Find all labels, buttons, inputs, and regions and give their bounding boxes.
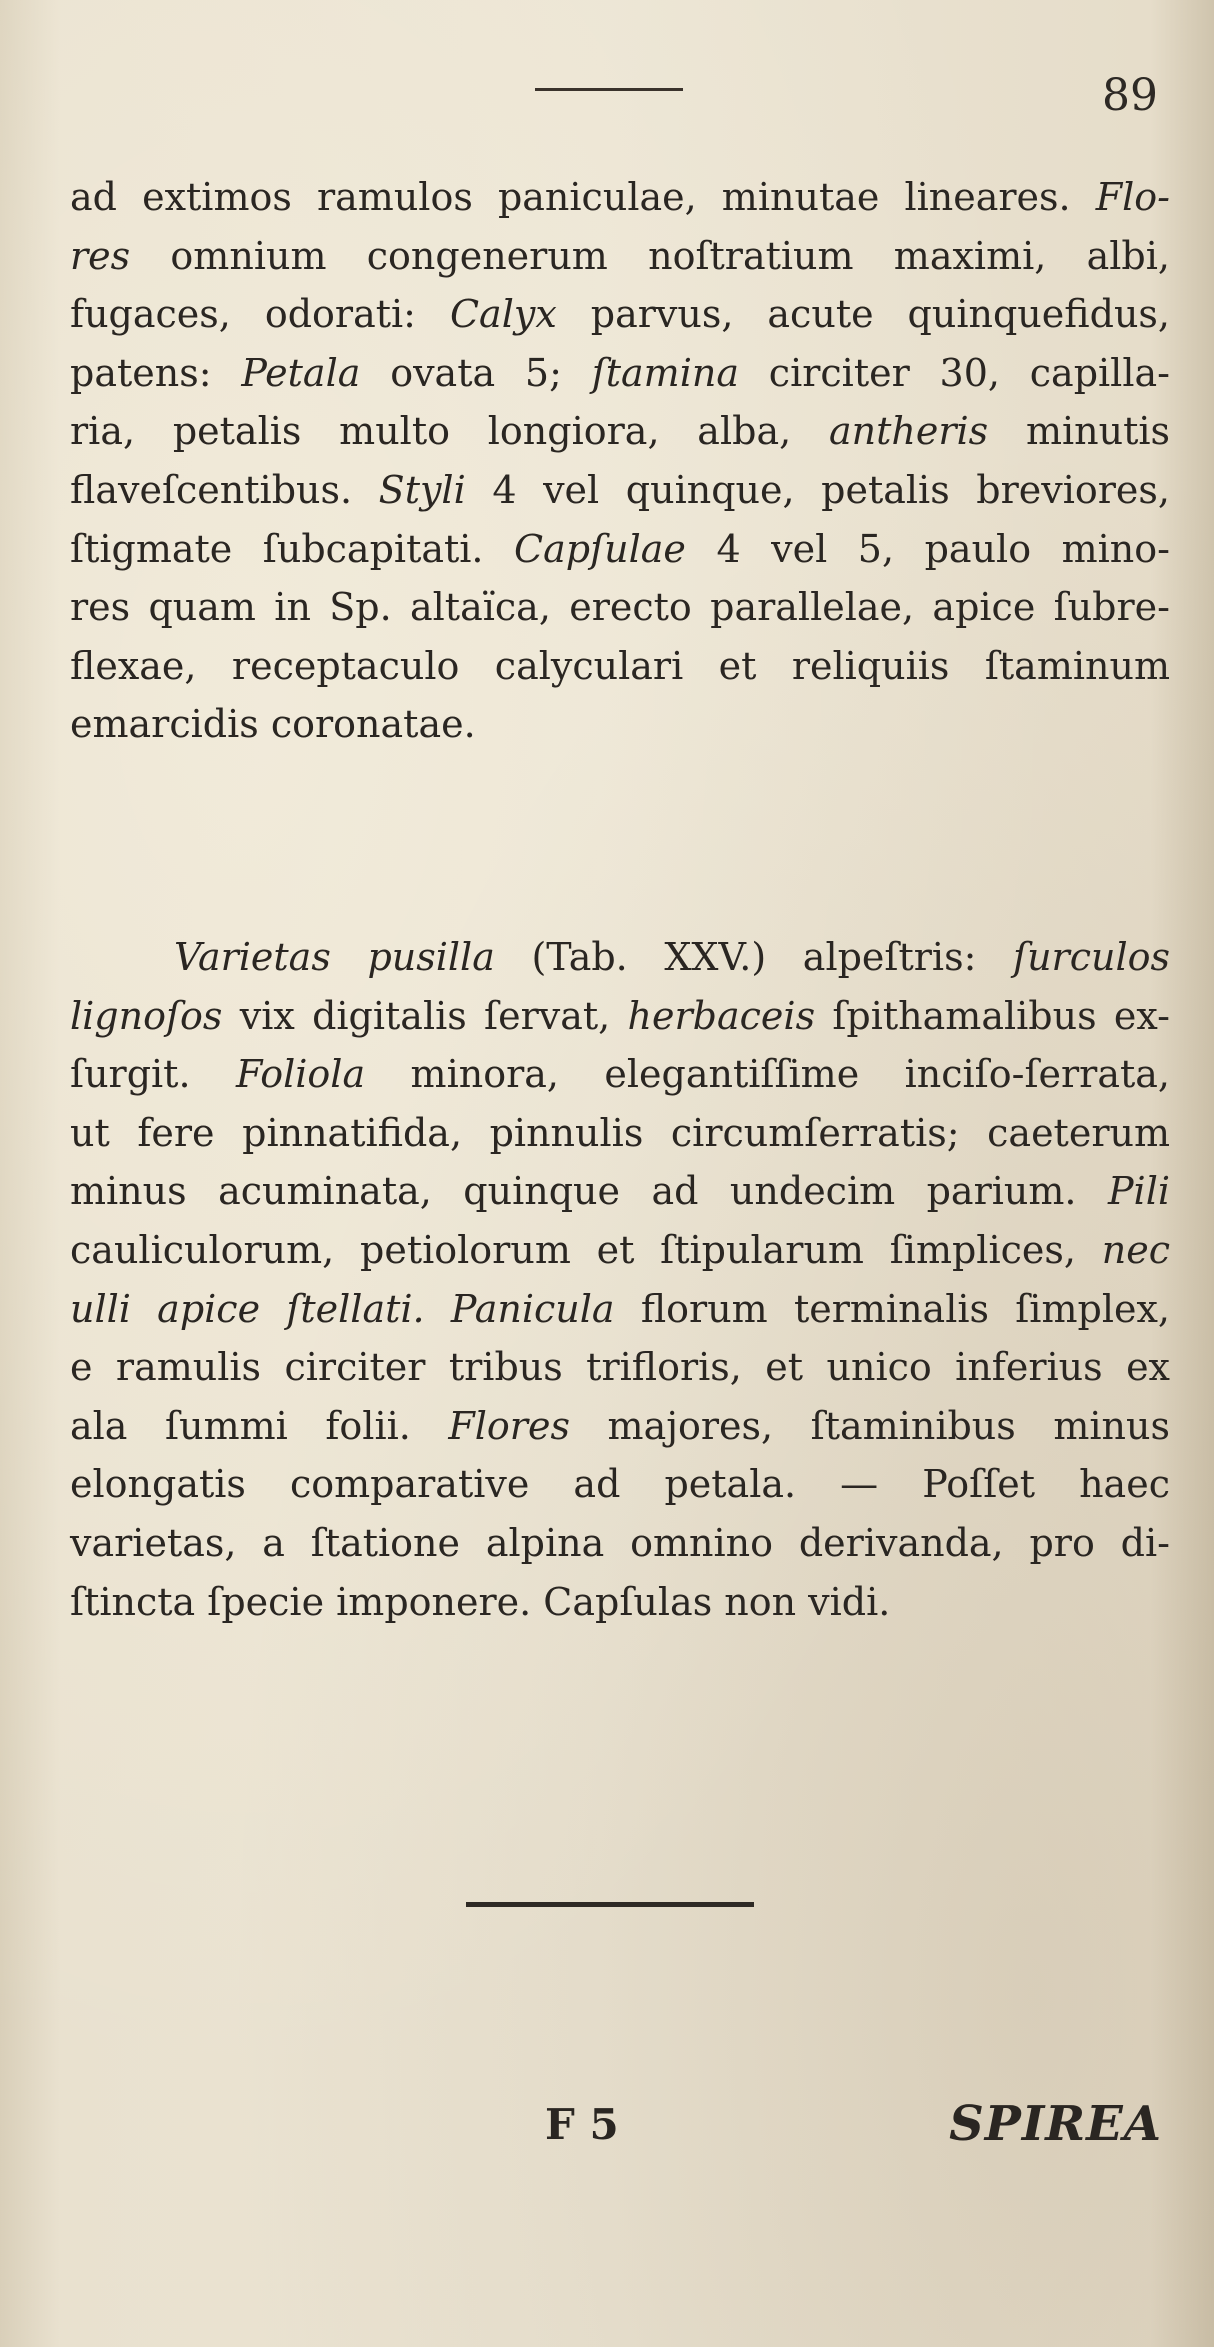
text-run: ut fere pinnatifida, pinnulis circumſerratis; caeterum — [70, 1110, 1170, 1155]
italic-term: Flo- — [1095, 175, 1170, 219]
page-number: 89 — [1102, 70, 1158, 121]
text-run: varietas, a ſtatione alpina omnino derivanda, pro di- — [70, 1520, 1170, 1565]
text-run: elongatis comparative ad petala. — Poſſet haec — [70, 1462, 1170, 1507]
text-run: vix digitalis ſervat, — [222, 993, 628, 1038]
text-line — [70, 227, 1170, 286]
text-line — [70, 402, 1170, 461]
text-run: ria, petalis multo longiora, alba, — [70, 409, 829, 454]
text-run: ſurgit. — [70, 1052, 236, 1097]
italic-term: res — [70, 233, 131, 278]
signature-mark: F 5 — [545, 2100, 619, 2149]
text-line — [70, 168, 1170, 227]
text-line — [70, 1573, 1170, 1632]
text-run: flaveſcentibus. — [70, 467, 379, 512]
text-run: ſpithamalibus ex- — [815, 993, 1170, 1038]
text-line — [70, 285, 1170, 344]
text-line — [70, 987, 1170, 1046]
text-line — [70, 928, 1170, 987]
text-line — [70, 1162, 1170, 1221]
text-line — [70, 1045, 1170, 1104]
italic-term: Styli — [378, 467, 466, 512]
text-line — [70, 1221, 1170, 1280]
text-run: ovata 5; — [360, 350, 592, 395]
text-line — [70, 1455, 1170, 1514]
italic-term: Petala — [241, 350, 361, 395]
text-run: minutis — [988, 409, 1170, 454]
text-run: florum terminalis ſimplex, — [614, 1286, 1170, 1331]
text-run: (Tab. XXV.) alpeſtris: — [494, 935, 1013, 979]
paragraph-varietas-pusilla — [70, 928, 1170, 1631]
text-run: 4 vel 5, paulo mino- — [685, 526, 1170, 571]
text-run: ad extimos ramulos paniculae, minutae lineares. — [70, 175, 1096, 219]
text-line — [70, 520, 1170, 579]
italic-term: Foliola — [235, 1052, 366, 1097]
text-run: patens: — [70, 350, 242, 395]
text-run: ſtigmate ſubcapitati. — [70, 526, 515, 571]
text-run: circiter 30, capilla- — [739, 350, 1170, 395]
italic-term: Flores — [448, 1403, 570, 1448]
catchword: SPIREA — [949, 2096, 1162, 2152]
italic-term: lignoſos — [70, 993, 223, 1038]
text-run: omnium congenerum noſtratium maximi, albi, — [130, 233, 1170, 278]
text-line — [70, 1338, 1170, 1397]
text-line — [70, 1397, 1170, 1456]
text-run: ala ſummi folii. — [70, 1403, 449, 1448]
text-line — [70, 637, 1170, 696]
italic-term: Panicula — [450, 1286, 615, 1331]
header-rule — [535, 88, 683, 91]
text-run: parvus, acute quinquefidus, — [556, 292, 1170, 337]
italic-term: ulli apice ſtellati. — [70, 1286, 425, 1331]
text-line — [70, 1104, 1170, 1163]
text-run: fugaces, odorati: — [70, 292, 450, 337]
italic-term: Varietas pusilla — [174, 935, 495, 979]
italic-term: ſurculos — [1013, 935, 1170, 979]
italic-term: Calyx — [449, 292, 557, 337]
text-run: e ramulis circiter tribus trifloris, et unico inferius ex — [70, 1345, 1170, 1390]
text-line — [70, 578, 1170, 637]
text-run: cauliculorum, petiolorum et ſtipularum ſimplices, — [70, 1227, 1102, 1272]
text-line — [70, 1280, 1170, 1339]
text-run: emarcidis coronatae. — [70, 702, 476, 747]
text-run — [425, 1287, 451, 1331]
text-run: res quam in Sp. altaïca, erecto parallelae, apice ſubre- — [70, 585, 1170, 630]
text-run: flexae, receptaculo calyculari et reliquiis ſtaminum — [70, 643, 1170, 688]
italic-term: ſtamina — [591, 350, 739, 395]
italic-term: Capſulae — [514, 526, 686, 571]
text-line — [70, 695, 1170, 754]
text-run: ſtincta ſpecie imponere. Capſulas non vidi. — [70, 1579, 891, 1624]
text-run: majores, ſtaminibus minus — [569, 1403, 1170, 1448]
text-run: minora, elegantiſſime inciſo-ſerrata, — [365, 1052, 1170, 1097]
italic-term: Pili — [1107, 1169, 1170, 1214]
paragraph-description — [70, 168, 1170, 754]
italic-term: nec — [1101, 1227, 1170, 1272]
text-line — [70, 461, 1170, 520]
italic-term: antheris — [828, 409, 989, 454]
text-run: 4 vel quinque, petalis breviores, — [465, 467, 1170, 512]
footer-rule — [466, 1902, 754, 1907]
text-line — [70, 344, 1170, 403]
italic-term: herbaceis — [627, 993, 816, 1038]
text-line — [70, 1514, 1170, 1573]
text-run: minus acuminata, quinque ad undecim parium. — [70, 1169, 1108, 1214]
